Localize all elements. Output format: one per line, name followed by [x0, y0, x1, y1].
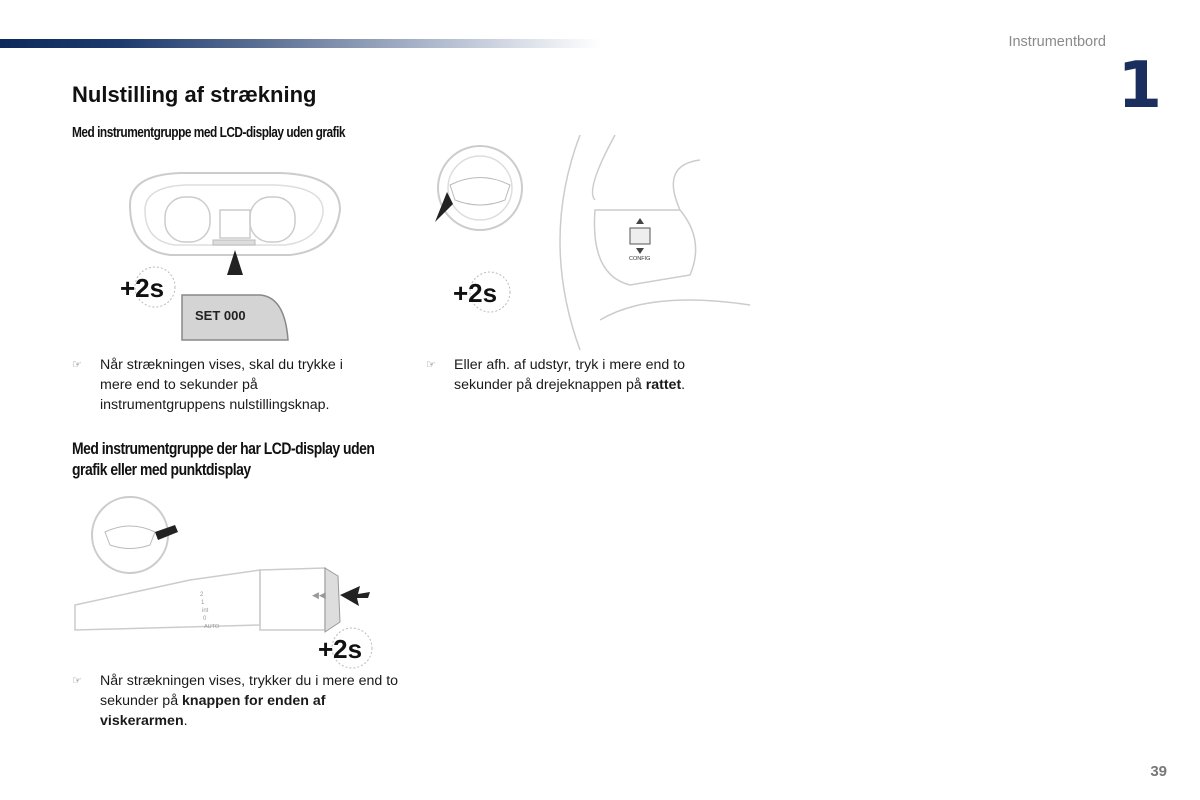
wiper-end-button-icon: [325, 568, 340, 632]
wiper-stalk-illustration: [70, 490, 390, 675]
stalk-position-2: 2: [200, 592, 204, 598]
page-title: Nulstilling af strækning: [72, 82, 317, 107]
instruction-item-3: [72, 671, 400, 731]
instrument-cluster-illustration: [110, 165, 350, 345]
rotary-knob-icon: [630, 228, 650, 244]
timer-icon: [318, 628, 372, 668]
instruction-text-2-prefix: Eller afh. af udstyr, tryk i mere end to sekunder på drejeknappen på: [454, 357, 686, 393]
arrow-left-icon: [340, 586, 370, 606]
timer-label-2: +2s: [453, 278, 498, 308]
set-button-label: SET 000: [195, 308, 246, 323]
stalk-position-int: int: [202, 608, 209, 614]
timer-icon: [453, 272, 510, 312]
stalk-position-0: 0: [203, 616, 207, 622]
stalk-position-1: 1: [201, 600, 205, 606]
timer-label-3: +2s: [318, 634, 363, 664]
instruction-text-3-prefix: Når strækningen vises, trykker du i mere end to sekunder på: [100, 673, 399, 709]
instruction-text-1: Når strækningen vises, skal du trykke i mere end to sekunder på instrumentgruppens nulstillingsknap.: [100, 357, 343, 413]
subheading-lcd-or-dot-display: Med instrumentgruppe der har LCD-display uden grafik eller med punktdisplay: [72, 439, 375, 479]
arrow-up-icon: [227, 250, 243, 275]
instruction-item-2: [426, 355, 734, 395]
instruction-text-3-bold: knappen for enden af viskerarmen: [100, 693, 326, 729]
bullet-hand-icon: ☞: [72, 675, 82, 687]
rewind-icon: ◀◀: [312, 591, 326, 601]
bullet-hand-icon: ☞: [72, 359, 82, 371]
timer-icon: [120, 267, 175, 307]
section-label: Instrumentbord: [1008, 34, 1106, 50]
instruction-text-3-suffix: .: [183, 713, 188, 729]
chapter-number: 1: [1117, 49, 1162, 123]
bullet-hand-icon: ☞: [426, 359, 436, 371]
page-number: 39: [1150, 763, 1167, 780]
config-label: CONFIG: [629, 256, 651, 262]
steering-wheel-illustration: [420, 130, 755, 355]
instruction-text-2-suffix: .: [681, 377, 686, 393]
subheading-lcd-no-graphic: Med instrumentgruppe med LCD-display uden grafik: [72, 125, 346, 141]
stalk-position-auto: AUTO: [204, 624, 220, 630]
instruction-item-1: [72, 355, 370, 415]
instruction-text-2-bold: rattet: [645, 377, 682, 393]
header-gradient-bar: [0, 39, 600, 48]
timer-label-1: +2s: [120, 273, 165, 303]
